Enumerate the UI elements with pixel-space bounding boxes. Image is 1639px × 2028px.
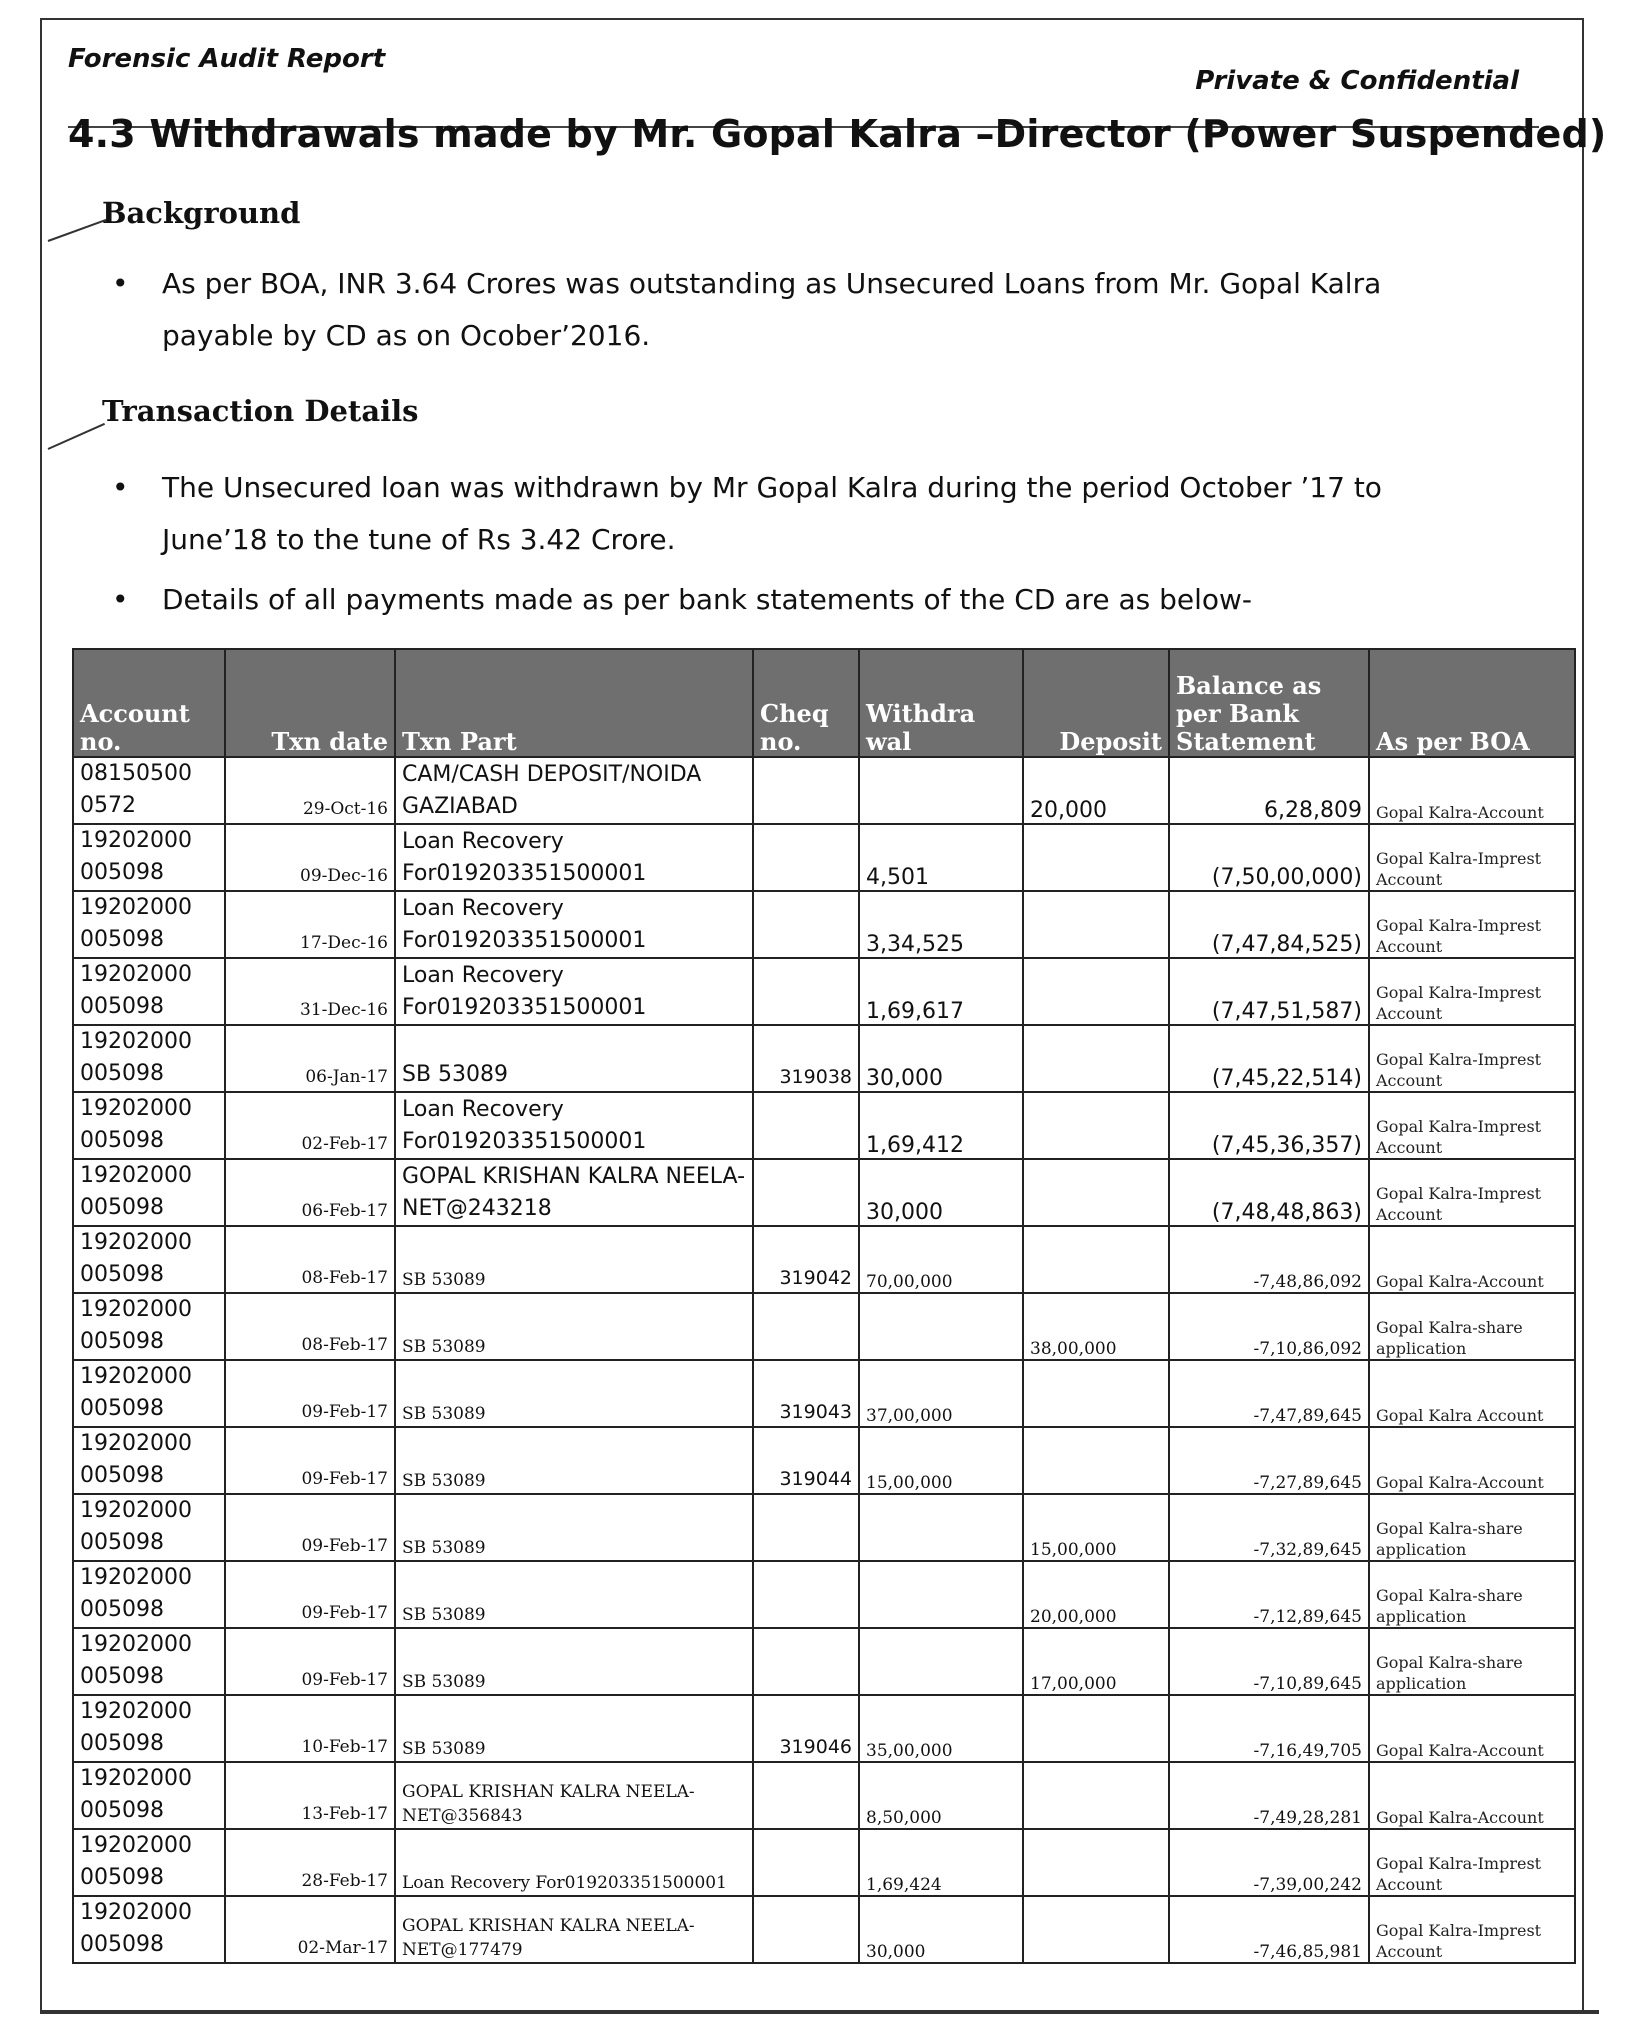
transaction-bullet-1-text: The Unsecured loan was withdrawn by Mr Gopal Kalra during the period October ’17 to June’18 to the tune of Rs 3.42 Crore. [162,471,1382,556]
table-row [73,824,1575,891]
withdrawal-cell: 1,69,412 [859,1092,1023,1159]
withdrawal-cell: 30,000 [859,1159,1023,1226]
particulars-cell: SB 53089 [395,1427,753,1494]
particulars-cell: SB 53089 [395,1494,753,1561]
particulars-cell: Loan Recovery For019203351500001 [395,958,753,1025]
background-bullet [112,258,1472,362]
cheque-cell [753,1494,859,1561]
withdrawal-cell: 30,000 [859,1025,1023,1092]
date-cell: 02-Mar-17 [225,1896,395,1963]
account-cell: 19202000 005098 [73,1762,225,1829]
confidentiality-label: Private & Confidential [1195,66,1519,96]
balance-cell: -7,10,86,092 [1169,1293,1369,1360]
date-cell: 09-Dec-16 [225,824,395,891]
table-row [73,958,1575,1025]
balance-cell: -7,48,86,092 [1169,1226,1369,1293]
boa-cell: Gopal Kalra-Imprest Account [1369,1829,1575,1896]
particulars-cell: SB 53089 [395,1561,753,1628]
particulars-cell: Loan Recovery For019203351500001 [395,1092,753,1159]
particulars-cell: SB 53089 [395,1293,753,1360]
date-cell: 09-Feb-17 [225,1628,395,1695]
boa-cell: Gopal Kalra-Imprest Account [1369,1896,1575,1963]
boa-cell: Gopal Kalra Account [1369,1360,1575,1427]
footer-rule [40,2010,1599,2014]
bullet-icon: • [112,471,129,504]
particulars-cell: Loan Recovery For019203351500001 [395,891,753,958]
account-cell: 19202000 005098 [73,1896,225,1963]
particulars-cell: SB 53089 [395,1226,753,1293]
account-cell: 08150500 0572 [73,757,225,824]
balance-cell: (7,45,36,357) [1169,1092,1369,1159]
deposit-cell: 17,00,000 [1023,1628,1169,1695]
deposit-cell [1023,1226,1169,1293]
deposit-cell [1023,958,1169,1025]
cheque-cell [753,1092,859,1159]
col-header-part: Txn Part [395,649,753,757]
deposit-cell [1023,824,1169,891]
deposit-cell [1023,1159,1169,1226]
withdrawal-cell: 15,00,000 [859,1427,1023,1494]
particulars-cell: SB 53089 [395,1360,753,1427]
particulars-cell: GOPAL KRISHAN KALRA NEELA-NET@243218 [395,1159,753,1226]
col-header-boa: As per BOA [1369,649,1575,757]
cheque-cell: 319046 [753,1695,859,1762]
col-header-date: Txn date [225,649,395,757]
withdrawal-cell: 4,501 [859,824,1023,891]
account-cell: 19202000 005098 [73,1829,225,1896]
table-row [73,1427,1575,1494]
date-cell: 06-Jan-17 [225,1025,395,1092]
boa-cell: Gopal Kalra-Account [1369,1427,1575,1494]
col-header-account: Account no. [73,649,225,757]
table-row [73,1226,1575,1293]
date-cell: 09-Feb-17 [225,1360,395,1427]
transaction-bullet-1 [112,462,1472,566]
account-cell: 19202000 005098 [73,1226,225,1293]
balance-cell: -7,46,85,981 [1169,1896,1369,1963]
balance-cell: -7,12,89,645 [1169,1561,1369,1628]
deposit-cell: 20,000 [1023,757,1169,824]
withdrawal-cell: 37,00,000 [859,1360,1023,1427]
balance-cell: (7,45,22,514) [1169,1025,1369,1092]
boa-cell: Gopal Kalra-Account [1369,1226,1575,1293]
account-cell: 19202000 005098 [73,1695,225,1762]
balance-cell: -7,16,49,705 [1169,1695,1369,1762]
particulars-cell: SB 53089 [395,1695,753,1762]
withdrawal-cell: 30,000 [859,1896,1023,1963]
balance-cell: (7,50,00,000) [1169,824,1369,891]
account-cell: 19202000 005098 [73,1628,225,1695]
table-row [73,1561,1575,1628]
background-heading: Background [102,196,301,230]
cheque-cell [753,1293,859,1360]
table-row [73,1293,1575,1360]
table-row [73,1159,1575,1226]
table-row [73,1829,1575,1896]
bullet-icon: • [112,583,129,616]
date-cell: 08-Feb-17 [225,1226,395,1293]
withdrawal-cell [859,1628,1023,1695]
boa-cell: Gopal Kalra-Account [1369,1695,1575,1762]
date-cell: 09-Feb-17 [225,1494,395,1561]
date-cell: 29-Oct-16 [225,757,395,824]
cheque-cell [753,1159,859,1226]
account-cell: 19202000 005098 [73,1293,225,1360]
deposit-cell [1023,1829,1169,1896]
account-cell: 19202000 005098 [73,891,225,958]
account-cell: 19202000 005098 [73,1159,225,1226]
date-cell: 13-Feb-17 [225,1762,395,1829]
table-header-row [73,649,1575,757]
balance-cell: -7,39,00,242 [1169,1829,1369,1896]
table-row [73,1025,1575,1092]
table-row [73,757,1575,824]
table-row [73,1360,1575,1427]
boa-cell: Gopal Kalra-Imprest Account [1369,1159,1575,1226]
account-cell: 19202000 005098 [73,824,225,891]
balance-cell: (7,47,84,525) [1169,891,1369,958]
boa-cell: Gopal Kalra-share application [1369,1561,1575,1628]
boa-cell: Gopal Kalra-share application [1369,1628,1575,1695]
transactions-table [72,648,1576,1964]
date-cell: 28-Feb-17 [225,1829,395,1896]
deposit-cell [1023,891,1169,958]
deposit-cell [1023,1695,1169,1762]
background-bullet-text: As per BOA, INR 3.64 Crores was outstanding as Unsecured Loans from Mr. Gopal Kalra payable by CD as on Ocober’2016. [162,267,1382,352]
withdrawal-cell [859,757,1023,824]
transaction-details-heading: Transaction Details [102,394,419,428]
withdrawal-cell: 70,00,000 [859,1226,1023,1293]
boa-cell: Gopal Kalra-Imprest Account [1369,891,1575,958]
table-row [73,891,1575,958]
deposit-cell [1023,1360,1169,1427]
balance-cell: -7,47,89,645 [1169,1360,1369,1427]
particulars-cell: SB 53089 [395,1628,753,1695]
date-cell: 10-Feb-17 [225,1695,395,1762]
boa-cell: Gopal Kalra-share application [1369,1293,1575,1360]
bullet-icon: • [112,267,129,300]
date-cell: 31-Dec-16 [225,958,395,1025]
boa-cell: Gopal Kalra-share application [1369,1494,1575,1561]
withdrawal-cell: 35,00,000 [859,1695,1023,1762]
date-cell: 02-Feb-17 [225,1092,395,1159]
col-header-withdrawal: Withdra wal [859,649,1023,757]
table-row [73,1695,1575,1762]
cheque-cell [753,1762,859,1829]
cheque-cell [753,757,859,824]
boa-cell: Gopal Kalra-Imprest Account [1369,1025,1575,1092]
date-cell: 08-Feb-17 [225,1293,395,1360]
deposit-cell [1023,1896,1169,1963]
balance-cell: -7,49,28,281 [1169,1762,1369,1829]
date-cell: 17-Dec-16 [225,891,395,958]
boa-cell: Gopal Kalra-Imprest Account [1369,1092,1575,1159]
table-row [73,1092,1575,1159]
withdrawal-cell: 8,50,000 [859,1762,1023,1829]
table-row [73,1762,1575,1829]
cheque-cell [753,891,859,958]
deposit-cell [1023,1427,1169,1494]
balance-cell: (7,47,51,587) [1169,958,1369,1025]
transaction-bullet-2 [112,574,1472,626]
deposit-cell [1023,1762,1169,1829]
cheque-cell [753,958,859,1025]
cheque-cell: 319038 [753,1025,859,1092]
account-cell: 19202000 005098 [73,1561,225,1628]
cheque-cell [753,1561,859,1628]
cheque-cell [753,1896,859,1963]
withdrawal-cell: 3,34,525 [859,891,1023,958]
particulars-cell: CAM/CASH DEPOSIT/NOIDA GAZIABAD [395,757,753,824]
transaction-bullet-2-text: Details of all payments made as per bank statements of the CD are as below- [162,583,1253,616]
balance-cell: -7,27,89,645 [1169,1427,1369,1494]
deposit-cell [1023,1092,1169,1159]
withdrawal-cell: 1,69,617 [859,958,1023,1025]
cheque-cell: 319043 [753,1360,859,1427]
account-cell: 19202000 005098 [73,1427,225,1494]
cheque-cell: 319042 [753,1226,859,1293]
boa-cell: Gopal Kalra-Account [1369,757,1575,824]
deposit-cell [1023,1025,1169,1092]
balance-cell: -7,10,89,645 [1169,1628,1369,1695]
deposit-cell: 15,00,000 [1023,1494,1169,1561]
col-header-deposit: Deposit [1023,649,1169,757]
deposit-cell: 20,00,000 [1023,1561,1169,1628]
cheque-cell: 319044 [753,1427,859,1494]
boa-cell: Gopal Kalra-Imprest Account [1369,824,1575,891]
boa-cell: Gopal Kalra-Imprest Account [1369,958,1575,1025]
col-header-balance: Balance as per Bank Statement [1169,649,1369,757]
account-cell: 19202000 005098 [73,1092,225,1159]
date-cell: 09-Feb-17 [225,1427,395,1494]
balance-cell: 6,28,809 [1169,757,1369,824]
withdrawal-cell: 1,69,424 [859,1829,1023,1896]
particulars-cell: GOPAL KRISHAN KALRA NEELA-NET@177479 [395,1896,753,1963]
account-cell: 19202000 005098 [73,1360,225,1427]
account-cell: 19202000 005098 [73,958,225,1025]
report-header-title: Forensic Audit Report [68,44,386,74]
cheque-cell [753,1829,859,1896]
particulars-cell: Loan Recovery For019203351500001 [395,824,753,891]
particulars-cell: Loan Recovery For019203351500001 [395,1829,753,1896]
boa-cell: Gopal Kalra-Account [1369,1762,1575,1829]
table-row [73,1628,1575,1695]
cheque-cell [753,824,859,891]
withdrawal-cell [859,1293,1023,1360]
account-cell: 19202000 005098 [73,1025,225,1092]
table-row [73,1494,1575,1561]
account-cell: 19202000 005098 [73,1494,225,1561]
deposit-cell: 38,00,000 [1023,1293,1169,1360]
particulars-cell: GOPAL KRISHAN KALRA NEELA-NET@356843 [395,1762,753,1829]
balance-cell: -7,32,89,645 [1169,1494,1369,1561]
cheque-cell [753,1628,859,1695]
date-cell: 06-Feb-17 [225,1159,395,1226]
balance-cell: (7,48,48,863) [1169,1159,1369,1226]
section-title: 4.3 Withdrawals made by Mr. Gopal Kalra –Director (Power Suspended) [68,112,1607,156]
withdrawal-cell [859,1561,1023,1628]
col-header-cheq: Cheq no. [753,649,859,757]
date-cell: 09-Feb-17 [225,1561,395,1628]
particulars-cell: SB 53089 [395,1025,753,1092]
table-row [73,1896,1575,1963]
withdrawal-cell [859,1494,1023,1561]
